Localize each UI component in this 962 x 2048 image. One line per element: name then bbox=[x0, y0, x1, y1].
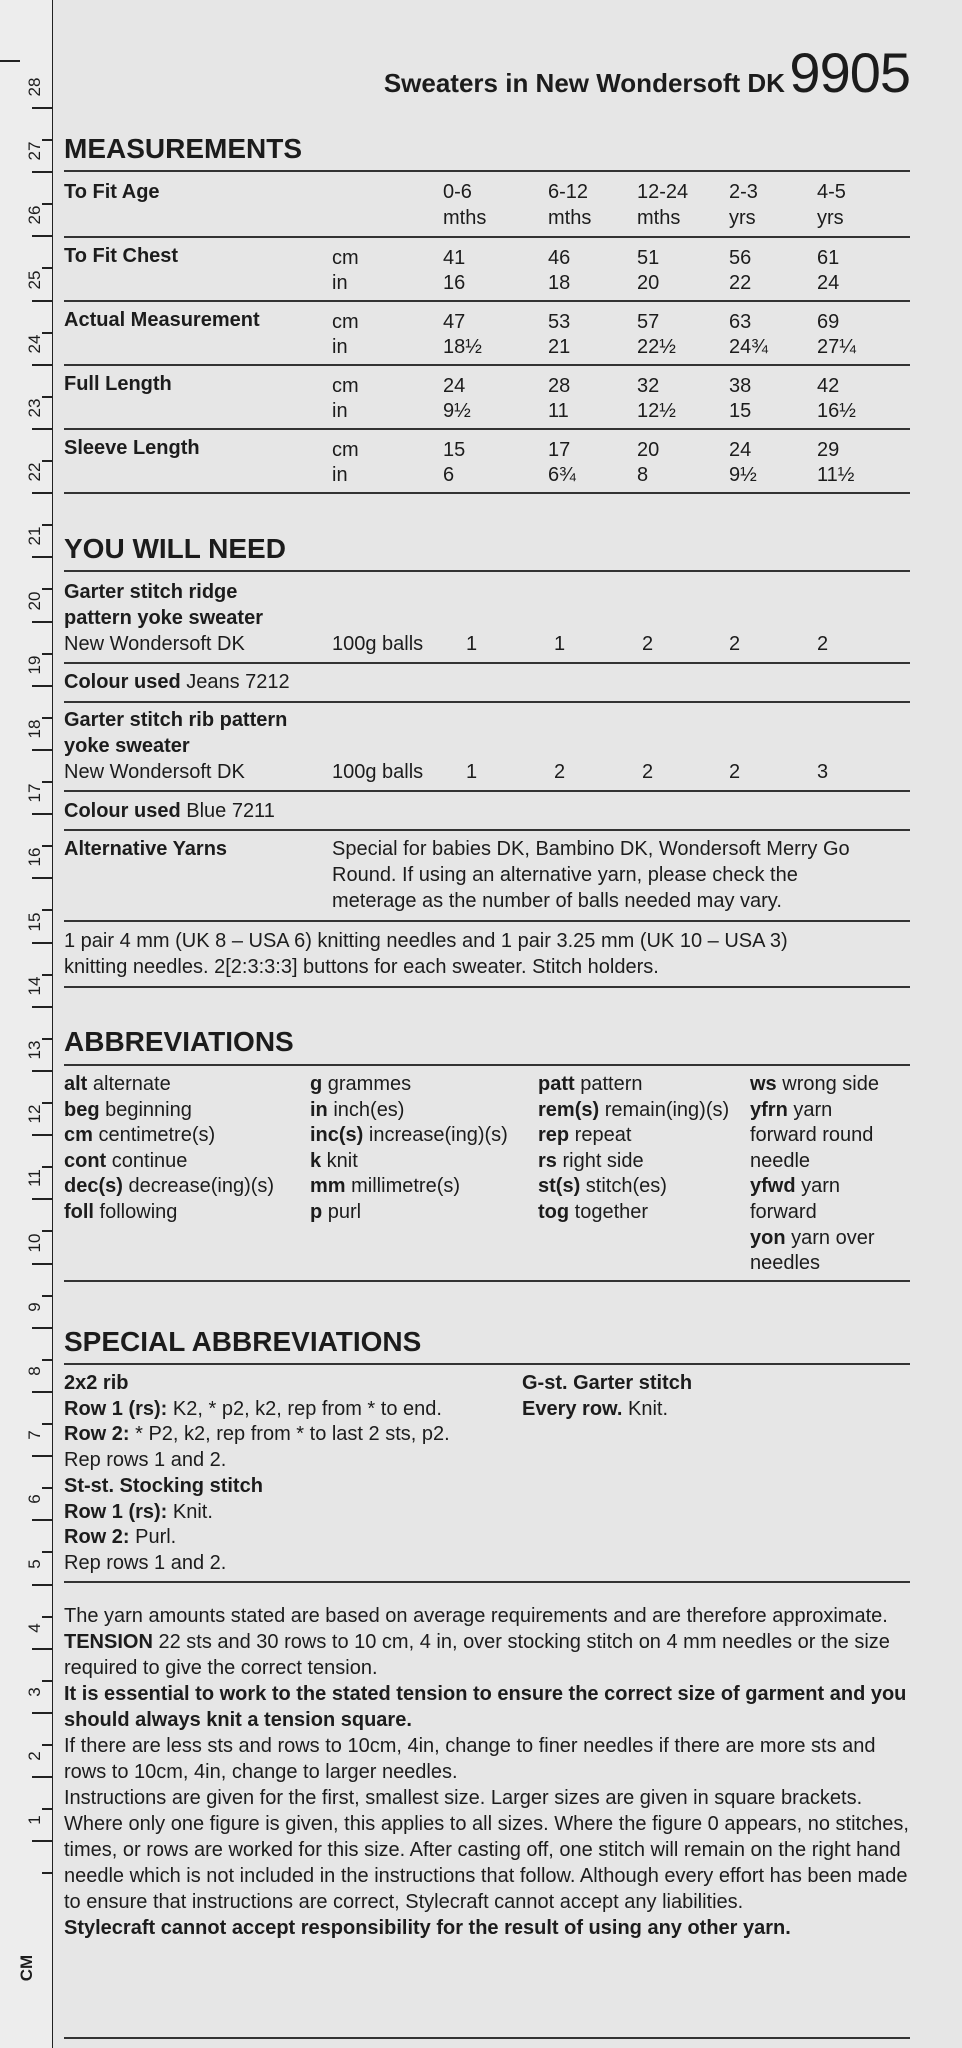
abbreviation-meaning: remain(ing)(s) bbox=[599, 1099, 730, 1121]
divider bbox=[64, 1581, 910, 1583]
abbreviation-key: dec(s) bbox=[64, 1175, 123, 1197]
size-header-line1: 12-24 bbox=[637, 181, 689, 203]
ruler-tick bbox=[32, 107, 52, 109]
abbreviation-item bbox=[310, 1173, 460, 1199]
value-cm: 32 bbox=[637, 375, 660, 397]
ruler-tick bbox=[32, 364, 52, 366]
size-header-line2: mths bbox=[548, 207, 592, 229]
value-in: 8 bbox=[637, 464, 649, 486]
unit-in: in bbox=[332, 464, 348, 486]
colour2 bbox=[64, 798, 275, 824]
value-cm: 51 bbox=[637, 247, 660, 269]
ruler-tick bbox=[32, 300, 52, 302]
abbreviation-item bbox=[750, 1250, 820, 1276]
colour1-value: Jeans 7212 bbox=[180, 671, 290, 693]
item2-unit: 100g balls bbox=[332, 761, 424, 783]
value-cm: 15 bbox=[443, 439, 466, 461]
ball-quantity: 2 bbox=[642, 633, 654, 655]
divider bbox=[64, 1064, 910, 1066]
ruler-tick bbox=[32, 492, 52, 494]
notes-section bbox=[64, 1603, 910, 1941]
value-cm: 47 bbox=[443, 311, 466, 333]
abbreviation-key: yfrn bbox=[750, 1099, 788, 1121]
ruler-tick bbox=[32, 1519, 52, 1521]
item2-name-line2: yoke sweater bbox=[64, 735, 190, 757]
value-in: 11 bbox=[548, 400, 569, 422]
ruler-tick bbox=[32, 877, 52, 879]
value-cm: 17 bbox=[548, 439, 571, 461]
value-in: 9½ bbox=[729, 464, 757, 486]
value-in: 27¼ bbox=[817, 336, 856, 358]
ruler-number: 6 bbox=[25, 1494, 44, 1504]
needle-change-note: If there are less sts and rows to 10cm, 4in, change to finer needles if there are more sts and rows to 10cm, 4in, change to larger needles. bbox=[64, 1735, 876, 1783]
measurement-label: Actual Measurement bbox=[64, 309, 260, 331]
ruler-tick bbox=[32, 749, 52, 751]
special-text: Purl. bbox=[129, 1526, 177, 1548]
ball-quantity: 2 bbox=[554, 761, 566, 783]
unit-in: in bbox=[332, 336, 348, 358]
abbreviation-key: mm bbox=[310, 1175, 346, 1197]
abbreviation-item bbox=[538, 1122, 631, 1148]
abbreviation-key: beg bbox=[64, 1099, 100, 1121]
value-cm: 24 bbox=[443, 375, 466, 397]
ruler-number: 2 bbox=[25, 1751, 44, 1761]
age-label: To Fit Age bbox=[64, 181, 160, 203]
abbreviation-item bbox=[750, 1097, 832, 1123]
divider bbox=[64, 920, 910, 922]
special-abbreviation-line bbox=[522, 1396, 668, 1422]
ruler-number: 27 bbox=[25, 141, 44, 161]
figure-note: Where only one figure is given, this applies to all sizes. Where the figure 0 appears, no stitches, times, or rows are worked for this size. After casting off, one stitch will remain on the right hand needle which is not included in the instructions that follow. Although every effort has been made to ensure that instructions are correct, Stylecraft cannot accept any liabilities. bbox=[64, 1813, 909, 1913]
divider bbox=[64, 492, 910, 494]
abbreviation-key: foll bbox=[64, 1201, 94, 1223]
special-abbreviation-line bbox=[64, 1447, 226, 1473]
unit-in: in bbox=[332, 400, 348, 422]
value-in: 22½ bbox=[637, 336, 676, 358]
colour2-label: Colour used bbox=[64, 800, 181, 822]
colour2-value: Blue 7211 bbox=[180, 800, 275, 822]
alt-yarns-label: Alternative Yarns bbox=[64, 838, 228, 860]
abbreviation-meaning: right side bbox=[556, 1150, 644, 1172]
measurement-label: To Fit Chest bbox=[64, 245, 179, 267]
measurement-label: Sleeve Length bbox=[64, 437, 200, 459]
divider bbox=[64, 829, 910, 831]
value-in: 9½ bbox=[443, 400, 471, 422]
abbreviation-item bbox=[64, 1097, 192, 1123]
abbreviation-key: rep bbox=[538, 1124, 570, 1146]
ruler-number: 14 bbox=[25, 976, 44, 996]
abbreviation-key: cont bbox=[64, 1150, 107, 1172]
abbreviation-item bbox=[310, 1122, 508, 1148]
ruler-number: 24 bbox=[25, 334, 44, 354]
page-header bbox=[384, 40, 910, 105]
abbreviation-meaning: repeat bbox=[569, 1124, 632, 1146]
abbreviation-key: g bbox=[310, 1073, 323, 1095]
abbreviation-item bbox=[750, 1225, 875, 1251]
divider bbox=[64, 1280, 910, 1282]
value-in: 11½ bbox=[817, 464, 855, 486]
ruler-number: 28 bbox=[25, 77, 44, 97]
special-text: Knit. bbox=[622, 1398, 668, 1420]
value-in: 16½ bbox=[817, 400, 856, 422]
abbreviation-meaning: increase(ing)(s) bbox=[363, 1124, 508, 1146]
ruler-number: 25 bbox=[25, 270, 44, 290]
page-subtitle: Sweaters in New Wondersoft DK bbox=[383, 68, 785, 98]
value-in: 24 bbox=[817, 272, 840, 294]
special-key: Row 2: bbox=[64, 1423, 130, 1445]
divider bbox=[64, 1363, 910, 1365]
measurement-label: Full Length bbox=[64, 373, 172, 395]
tension-label: TENSION bbox=[64, 1631, 153, 1653]
abbreviation-key: ws bbox=[750, 1073, 777, 1095]
ruler-number: 10 bbox=[25, 1233, 44, 1253]
value-cm: 53 bbox=[548, 311, 571, 333]
abbreviation-item bbox=[64, 1173, 274, 1199]
abbreviation-key: inc(s) bbox=[310, 1124, 364, 1146]
value-cm: 29 bbox=[817, 439, 840, 461]
abbreviation-meaning: purl bbox=[322, 1201, 362, 1223]
pattern-number: 9905 bbox=[789, 41, 910, 104]
abbreviation-item bbox=[310, 1071, 411, 1097]
ruler-tick bbox=[32, 1840, 52, 1842]
abbreviation-meaning: yarn bbox=[787, 1099, 833, 1121]
special-abbreviation-line bbox=[64, 1421, 450, 1447]
unit-cm: cm bbox=[332, 247, 359, 269]
item1-name-line2: pattern yoke sweater bbox=[64, 607, 263, 629]
abbreviation-key: p bbox=[310, 1201, 323, 1223]
ruler-tick bbox=[32, 1327, 52, 1329]
special-abbreviation-line bbox=[64, 1550, 226, 1576]
sizes-note: Instructions are given for the first, smallest size. Larger sizes are given in square brackets. bbox=[64, 1787, 863, 1809]
ruler-tick bbox=[32, 428, 52, 430]
ruler-tick bbox=[32, 1263, 52, 1265]
special-text: K2, * p2, k2, rep from * to end. bbox=[167, 1398, 442, 1420]
ruler-number: 13 bbox=[25, 1040, 44, 1060]
ruler-mark bbox=[0, 60, 20, 62]
ball-quantity: 2 bbox=[817, 633, 829, 655]
special-abbreviation-line bbox=[522, 1370, 692, 1396]
special-abbreviations-heading: SPECIAL ABBREVIATIONS bbox=[64, 1326, 422, 1357]
ruler-number: 19 bbox=[25, 655, 44, 675]
abbreviation-key: rem(s) bbox=[538, 1099, 600, 1121]
abbreviation-item bbox=[310, 1097, 404, 1123]
ruler-number: 21 bbox=[25, 526, 44, 546]
abbreviation-meaning: beginning bbox=[99, 1099, 192, 1121]
divider bbox=[64, 428, 910, 430]
unit-cm: cm bbox=[332, 439, 359, 461]
ball-quantity: 2 bbox=[729, 633, 741, 655]
divider bbox=[64, 790, 910, 792]
value-cm: 28 bbox=[548, 375, 571, 397]
ruler-tick bbox=[42, 1872, 52, 1874]
divider bbox=[64, 364, 910, 366]
ruler-number: 9 bbox=[25, 1302, 44, 1312]
ruler-number: 7 bbox=[25, 1430, 44, 1440]
divider bbox=[64, 170, 910, 172]
value-cm: 63 bbox=[729, 311, 752, 333]
abbreviation-meaning: decrease(ing)(s) bbox=[122, 1175, 275, 1197]
ball-quantity: 2 bbox=[642, 761, 654, 783]
value-in: 21 bbox=[548, 336, 571, 358]
divider bbox=[64, 236, 910, 238]
abbreviation-key: tog bbox=[538, 1201, 570, 1223]
item1-yarn: New Wondersoft DK bbox=[64, 633, 245, 655]
unit-cm: cm bbox=[332, 311, 359, 333]
size-header-line2: yrs bbox=[817, 207, 844, 229]
special-key: G-st. Garter stitch bbox=[522, 1372, 693, 1394]
abbreviation-meaning: needles bbox=[750, 1252, 821, 1274]
abbreviation-meaning: following bbox=[94, 1201, 178, 1223]
ball-quantity: 3 bbox=[817, 761, 829, 783]
abbreviation-key: k bbox=[310, 1150, 322, 1172]
ruler-number: 23 bbox=[25, 398, 44, 418]
ruler-tick bbox=[32, 685, 52, 687]
divider bbox=[64, 986, 910, 988]
yarn-amount-text: The yarn amounts stated are based on average requirements and are therefore approximate. bbox=[64, 1605, 888, 1627]
divider bbox=[64, 300, 910, 302]
ruler-tick bbox=[32, 813, 52, 815]
value-in: 24¾ bbox=[729, 336, 768, 358]
abbreviation-meaning: alternate bbox=[87, 1073, 171, 1095]
abbreviation-meaning: wrong side bbox=[776, 1073, 879, 1095]
ruler-number: 15 bbox=[25, 912, 44, 932]
abbreviation-meaning: continue bbox=[106, 1150, 188, 1172]
abbreviation-meaning: yarn bbox=[795, 1175, 841, 1197]
value-in: 12½ bbox=[637, 400, 676, 422]
tension-text: 22 sts and 30 rows to 10 cm, 4 in, over stocking stitch on 4 mm needles or the size required to give the correct tension. bbox=[64, 1631, 890, 1679]
special-abbreviation-line bbox=[64, 1524, 176, 1550]
divider bbox=[64, 662, 910, 664]
item1-name-line1: Garter stitch ridge bbox=[64, 581, 238, 603]
abbreviation-meaning: millimetre(s) bbox=[345, 1175, 461, 1197]
abbreviation-item bbox=[538, 1071, 643, 1097]
size-header-line2: mths bbox=[443, 207, 487, 229]
alt-yarns-line1: Special for babies DK, Bambino DK, Wondersoft Merry Go bbox=[332, 838, 850, 860]
ruler-number: 16 bbox=[25, 847, 44, 867]
abbreviation-meaning: stitch(es) bbox=[580, 1175, 667, 1197]
abbreviation-meaning: needle bbox=[750, 1150, 811, 1172]
unit-cm: cm bbox=[332, 375, 359, 397]
value-cm: 24 bbox=[729, 439, 752, 461]
alt-yarns-line3: meterage as the number of balls needed may vary. bbox=[332, 890, 782, 912]
abbreviation-meaning: inch(es) bbox=[327, 1099, 405, 1121]
value-in: 6¾ bbox=[548, 464, 576, 486]
abbreviation-key: yon bbox=[750, 1227, 786, 1249]
value-cm: 20 bbox=[637, 439, 660, 461]
abbreviation-key: rs bbox=[538, 1150, 557, 1172]
ball-quantity: 2 bbox=[729, 761, 741, 783]
value-cm: 42 bbox=[817, 375, 840, 397]
item2-yarn: New Wondersoft DK bbox=[64, 761, 245, 783]
ruler-tick bbox=[32, 942, 52, 944]
abbreviation-item bbox=[64, 1148, 187, 1174]
value-cm: 41 bbox=[443, 247, 466, 269]
special-text: Knit. bbox=[167, 1501, 213, 1523]
abbreviations-heading: ABBREVIATIONS bbox=[64, 1026, 294, 1057]
abbreviation-meaning: grammes bbox=[322, 1073, 412, 1095]
ruler-number: 1 bbox=[25, 1815, 44, 1825]
divider bbox=[64, 701, 910, 703]
ruler-tick bbox=[32, 1006, 52, 1008]
value-in: 15 bbox=[729, 400, 752, 422]
item1-unit: 100g balls bbox=[332, 633, 424, 655]
abbreviation-key: cm bbox=[64, 1124, 93, 1146]
ruler-tick bbox=[32, 171, 52, 173]
special-key: Row 1 (rs): bbox=[64, 1501, 168, 1523]
ruler-tick bbox=[32, 1584, 52, 1586]
value-in: 16 bbox=[443, 272, 466, 294]
size-header-line2: mths bbox=[637, 207, 681, 229]
size-header-line1: 2-3 bbox=[729, 181, 758, 203]
ruler-tick bbox=[32, 1391, 52, 1393]
ruler-tick bbox=[32, 1198, 52, 1200]
value-in: 20 bbox=[637, 272, 660, 294]
ruler-tick bbox=[32, 1712, 52, 1714]
size-header-line1: 6-12 bbox=[548, 181, 589, 203]
ball-quantity: 1 bbox=[466, 761, 478, 783]
ruler-unit: CM bbox=[17, 1954, 37, 1982]
ruler-number: 22 bbox=[25, 462, 44, 482]
colour1-label: Colour used bbox=[64, 671, 181, 693]
value-in: 6 bbox=[443, 464, 455, 486]
needles-line2: knitting needles. 2[2:3:3:3] buttons for each sweater. Stitch holders. bbox=[64, 956, 659, 978]
abbreviation-item bbox=[538, 1148, 644, 1174]
ruler-tick bbox=[32, 556, 52, 558]
abbreviation-key: alt bbox=[64, 1073, 88, 1095]
abbreviation-item bbox=[538, 1199, 648, 1225]
special-abbreviation-line bbox=[64, 1370, 128, 1396]
special-key: 2x2 rib bbox=[64, 1372, 129, 1394]
special-abbreviation-line bbox=[64, 1473, 263, 1499]
ruler-tick bbox=[32, 1776, 52, 1778]
responsibility-note: Stylecraft cannot accept responsibility for the result of using any other yarn. bbox=[64, 1917, 791, 1939]
special-key: St-st. Stocking stitch bbox=[64, 1475, 263, 1497]
abbreviation-item bbox=[64, 1122, 215, 1148]
abbreviation-meaning: yarn over bbox=[785, 1227, 875, 1249]
ruler-tick bbox=[32, 1134, 52, 1136]
abbreviation-item bbox=[750, 1199, 817, 1225]
value-cm: 56 bbox=[729, 247, 752, 269]
ruler-tick bbox=[32, 621, 52, 623]
special-key: Row 1 (rs): bbox=[64, 1398, 168, 1420]
measurements-heading: MEASUREMENTS bbox=[64, 133, 303, 164]
ruler-number: 17 bbox=[25, 783, 44, 803]
abbreviation-item bbox=[750, 1148, 810, 1174]
abbreviation-meaning: forward bbox=[750, 1201, 817, 1223]
value-in: 22 bbox=[729, 272, 752, 294]
special-key: Every row. bbox=[522, 1398, 623, 1420]
abbreviation-meaning: knit bbox=[321, 1150, 358, 1172]
ruler-number: 11 bbox=[25, 1169, 44, 1187]
value-cm: 46 bbox=[548, 247, 571, 269]
ball-quantity: 1 bbox=[554, 633, 566, 655]
needles-line1: 1 pair 4 mm (UK 8 – USA 6) knitting needles and 1 pair 3.25 mm (UK 10 – USA 3) bbox=[64, 930, 788, 952]
ball-quantity: 1 bbox=[466, 633, 478, 655]
abbreviation-item bbox=[64, 1199, 177, 1225]
cm-ruler bbox=[0, 0, 53, 2048]
divider bbox=[64, 2037, 910, 2039]
special-key: Row 2: bbox=[64, 1526, 130, 1548]
ruler-number: 20 bbox=[25, 591, 44, 611]
abbreviation-meaning: centimetre(s) bbox=[92, 1124, 216, 1146]
abbreviation-item bbox=[310, 1148, 358, 1174]
value-cm: 69 bbox=[817, 311, 840, 333]
abbreviation-item bbox=[750, 1071, 879, 1097]
abbreviation-item bbox=[538, 1097, 729, 1123]
abbreviation-item bbox=[310, 1199, 361, 1225]
ruler-number: 5 bbox=[25, 1559, 44, 1569]
abbreviation-item bbox=[538, 1173, 667, 1199]
value-cm: 38 bbox=[729, 375, 752, 397]
value-in: 18½ bbox=[443, 336, 482, 358]
special-text: Rep rows 1 and 2. bbox=[64, 1552, 227, 1574]
abbreviation-key: in bbox=[310, 1099, 328, 1121]
special-text: Rep rows 1 and 2. bbox=[64, 1449, 227, 1471]
ruler-tick bbox=[32, 235, 52, 237]
abbreviation-meaning: together bbox=[569, 1201, 649, 1223]
value-cm: 57 bbox=[637, 311, 660, 333]
value-cm: 61 bbox=[817, 247, 840, 269]
abbreviation-key: st(s) bbox=[538, 1175, 581, 1197]
abbreviation-item bbox=[750, 1173, 840, 1199]
alt-yarns-line2: Round. If using an alternative yarn, please check the bbox=[332, 864, 798, 886]
ruler-number: 12 bbox=[25, 1104, 44, 1124]
ruler-number: 18 bbox=[25, 719, 44, 739]
ruler-tick bbox=[32, 1455, 52, 1457]
value-in: 18 bbox=[548, 272, 571, 294]
size-header-line1: 4-5 bbox=[817, 181, 846, 203]
special-abbreviation-line bbox=[64, 1499, 213, 1525]
abbreviation-key: patt bbox=[538, 1073, 575, 1095]
abbreviation-item bbox=[750, 1122, 873, 1148]
size-header-line1: 0-6 bbox=[443, 181, 472, 203]
unit-in: in bbox=[332, 272, 348, 294]
size-header-line2: yrs bbox=[729, 207, 756, 229]
essential-note: It is essential to work to the stated tension to ensure the correct size of garment and you should always knit a tension square. bbox=[64, 1683, 907, 1731]
abbreviation-key: yfwd bbox=[750, 1175, 796, 1197]
colour1 bbox=[64, 669, 290, 695]
abbreviation-meaning: pattern bbox=[574, 1073, 643, 1095]
special-text: * P2, k2, rep from * to last 2 sts, p2. bbox=[129, 1423, 450, 1445]
ruler-number: 4 bbox=[25, 1623, 44, 1633]
special-abbreviation-line bbox=[64, 1396, 442, 1422]
tension-note bbox=[64, 1603, 910, 1681]
ruler-number: 8 bbox=[25, 1366, 44, 1376]
divider bbox=[64, 570, 910, 572]
ruler-number: 26 bbox=[25, 205, 44, 225]
ruler-tick bbox=[32, 1648, 52, 1650]
ruler-tick bbox=[32, 1070, 52, 1072]
abbreviation-item bbox=[64, 1071, 171, 1097]
ruler-number: 3 bbox=[25, 1687, 44, 1697]
you-will-need-heading: YOU WILL NEED bbox=[64, 533, 286, 564]
abbreviation-meaning: forward round bbox=[750, 1124, 874, 1146]
item2-name-line1: Garter stitch rib pattern bbox=[64, 709, 288, 731]
